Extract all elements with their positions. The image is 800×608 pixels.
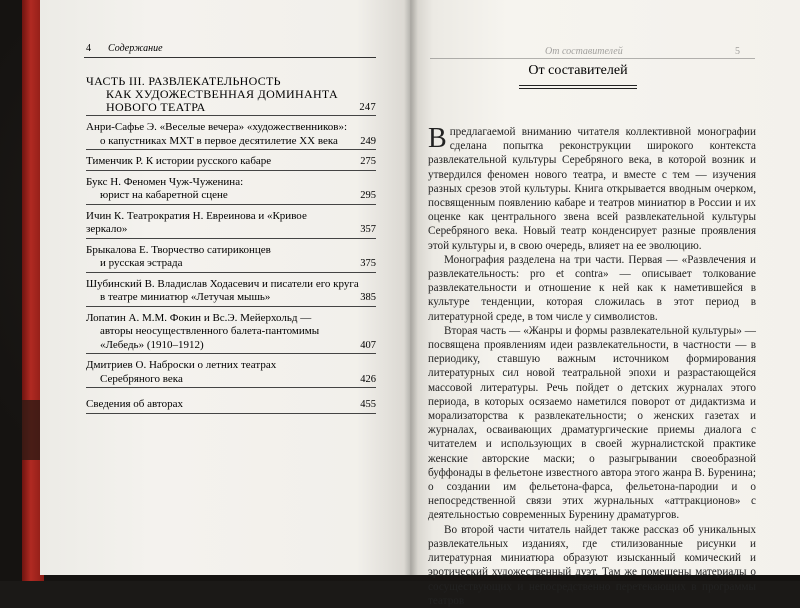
toc-entry-line: Лопатин А. М.М. Фокин и Вс.Э. Мейерхольд — — [86, 311, 312, 324]
right-running-head-faint: От составителей — [545, 46, 623, 57]
heading-rule — [519, 88, 637, 89]
paragraph: Вторая часть — «Жанры и формы развлекательной культуры» — посвящена проявлениям идеи развлекательности, в частности — в периодику, ставшую важным источником формирования литературных сил новой театральной эпохи и разрастающейся массовой литературы. Речь пойдет о детских журналах этого периода, в которых осязаемо наметился поворот от дидактизма и морализаторства к развлекательности; о женских газетах и журналах, осваивающих драматургические приемы диалога с читателем и использующих в своей журналистской практике женские авторские маски; о разыгрывании своеобразной буффонады в фельетоне известного автора этого жанра В. Буренина; о создании им фельетона-фарса, фельетона-пародии и о непосредственной связи этих журнальных «аттракционов» с деятельностью современных Буренину драматургов. — [428, 324, 756, 522]
toc-entry-line: о капустниках МХТ в первое десятилетие XX века — [100, 134, 338, 147]
toc-page-number: 426 — [360, 373, 376, 385]
toc-entry — [86, 176, 376, 205]
toc-entry — [86, 312, 376, 355]
book-gutter-shadow — [404, 0, 418, 575]
drop-cap: В — [428, 123, 447, 154]
toc-entry-line: Брыкалова Е. Творчество сатириконцев — [86, 243, 271, 256]
table-of-contents — [86, 70, 376, 414]
toc-page-number: 247 — [359, 102, 376, 113]
toc-page-number: 357 — [360, 224, 376, 235]
toc-entry-line: Тименчик Р. К истории русского кабаре — [86, 155, 272, 167]
toc-part-heading — [86, 75, 376, 116]
toc-entry-line: Анри-Сафье Э. «Веселые вечера» «художественников»: — [86, 121, 348, 133]
toc-entry — [86, 121, 376, 150]
toc-entry — [86, 155, 376, 171]
part-title-line: НОВОГО ТЕАТРА — [106, 100, 206, 114]
toc-entry-line: Сведения об авторах — [86, 398, 183, 410]
toc-entry — [86, 278, 376, 307]
toc-entry-line: Букс Н. Феномен Чуж-Чуженина: — [86, 175, 244, 188]
toc-page-number: 295 — [360, 190, 376, 201]
toc-page-number: 249 — [360, 135, 376, 147]
toc-page-number: 375 — [360, 258, 376, 269]
left-head-rule — [84, 57, 376, 58]
toc-entry-line: Серебряного века — [100, 372, 183, 385]
section-heading-text: От составителей — [528, 63, 628, 78]
paragraph — [428, 125, 756, 253]
toc-page-number: 275 — [360, 156, 376, 167]
paragraph: Монография разделена на три части. Первая — «Развлечения и развлекательность: pro et contra» — описывает толкование развлекательности и отношение к ней как к наметившейся в культуре тенденции, которая сложилась в этот период в литературной среде, в том числе у символистов. — [428, 253, 756, 323]
toc-entry-line: юрист на кабаретной сцене — [100, 189, 228, 201]
paragraph-text: предлагаемой вниманию читателя коллективной монографии сделана попытка реконструкции широкого контекста развлекательной культуры Серебряного века, в которой возник и утвердился феномен нового театра, и вместе с тем — изучения разных срезов этой культуры. Книга открывается вводным очерком, посвященным появлению кабаре и театров миниатюр в России и их оценке как центрального звена всей развлекательной культуры Серебряного века. Новый театр конденсирует разные проявления этой культуры и, в свою очередь, влияет на ее эволюцию. — [428, 126, 756, 252]
toc-entry — [86, 244, 376, 273]
section-heading — [519, 63, 637, 95]
toc-page-number: 455 — [360, 399, 376, 410]
toc-entry-line: авторы неосуществленного балета-пантомимы — [100, 325, 320, 337]
toc-entry — [86, 210, 376, 239]
toc-page-number: 407 — [360, 339, 376, 351]
toc-entry-line: «Лебедь» (1910–1912) — [100, 338, 204, 351]
toc-entry-line: Ичин К. Театрократия Н. Евреинова и «Кривое зеркало» — [86, 209, 307, 235]
right-page-number-faint: 5 — [735, 46, 740, 57]
paragraph: Во второй части читатель найдет также рассказ об уникальных развлекательных изданиях, где стилизованные рисунки и литературная миниатюра образуют изысканный комический и эротический художественный дуэт. Там же помещены материалы о сосуществующих и непосредственно перетекающих в программы театров — [428, 523, 756, 607]
toc-entry-line: Шубинский В. Владислав Ходасевич и писатели его круга — [86, 277, 359, 290]
toc-entry — [86, 359, 376, 388]
left-running-head: Содержание — [108, 43, 163, 54]
toc-page-number: 385 — [360, 292, 376, 303]
toc-entry-authors — [86, 398, 376, 414]
part-title-line: КАК ХУДОЖЕСТВЕННАЯ ДОМИНАНТА — [106, 87, 338, 101]
toc-entry-line: в театре миниатюр «Летучая мышь» — [100, 291, 271, 303]
right-head-rule-faint — [430, 58, 755, 59]
toc-entry-line: и русская эстрада — [100, 257, 183, 269]
heading-rule — [519, 85, 637, 86]
toc-entry-line: Дмитриев О. Наброски о летних театрах — [86, 359, 277, 371]
part-title-line: ЧАСТЬ III. РАЗВЛЕКАТЕЛЬНОСТЬ — [86, 74, 281, 88]
left-page-number: 4 — [86, 43, 91, 54]
body-text — [428, 125, 756, 608]
